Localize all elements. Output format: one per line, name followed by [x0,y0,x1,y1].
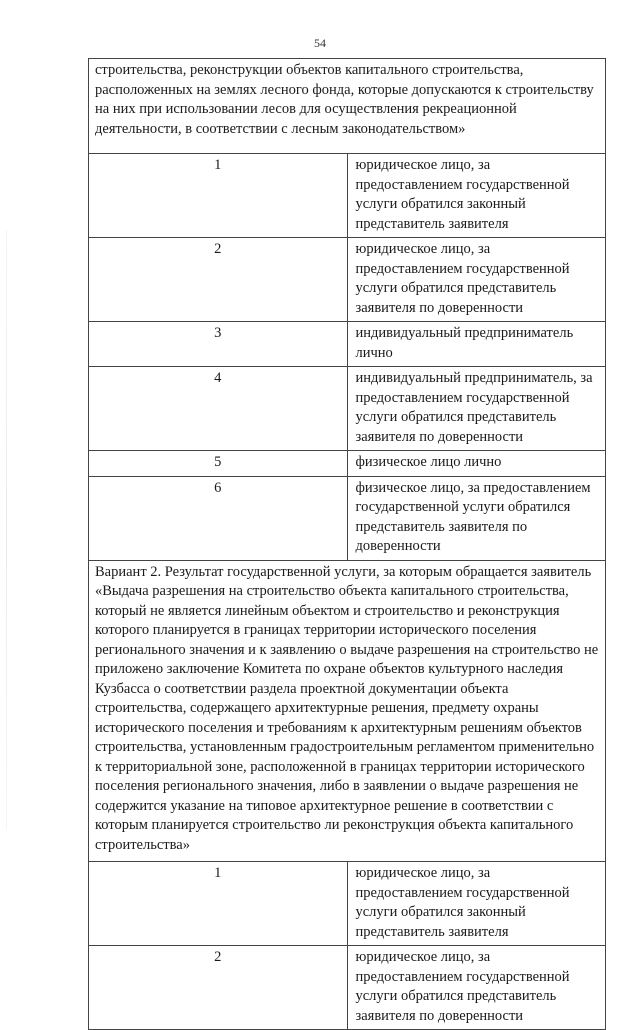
row-description: юридическое лицо, за предоставлением государственной услуги обратился представитель заявителя по доверенности [347,238,606,322]
row-description: юридическое лицо, за предоставлением государственной услуги обратился законный представитель заявителя [347,862,606,946]
table-row-intro [89,59,606,154]
row-description: индивидуальный предприниматель, за предоставлением государственной услуги обратился представитель заявителя по доверенности [347,367,606,451]
scan-edge-mark [6,230,7,830]
row-number: 3 [89,322,348,367]
table-row [89,367,606,451]
row-description: юридическое лицо, за предоставлением государственной услуги обратился представитель заявителя по доверенности [347,946,606,1030]
table-row [89,451,606,477]
table-row [89,154,606,238]
row-number: 1 [89,154,348,238]
document-table [88,58,606,1030]
row-number: 1 [89,862,348,946]
intro-text-cell: строительства, реконструкции объектов капитального строительства, расположенных на землях лесного фонда, которые допускаются к строительству на них при использовании лесов для осуществления рекреационной деятельности, в соответствии с лесным законодательством» [89,59,606,154]
table-row [89,238,606,322]
variant-2-text-cell: Вариант 2. Результат государственной услуги, за которым обращается заявитель «Выдача разрешения на строительство объекта капитального строительства, который не является линейным объектом и строительство и реконструкция которого планируется в границах территории исторического поселения регионального значения и к заявлению о выдаче разрешения на строительство не приложено заключение Комитета по охране объектов культурного наследия Кузбасса о соответствии раздела проектной документации объекта строительства, содержащего архитектурные решения, предмету охраны исторического поселения и требованиям к архитектурным решениям объектов строительства, установленным градостроительным регламентом применительно к территориальной зоне, расположенной в границах территории исторического поселения регионального значения, либо в заявлении о выдаче разрешения не содержится указание на типовое архитектурное решение в соответствии с которым планируется строительство ли реконструкция объекта капитального строительства» [89,560,606,862]
table-row [89,476,606,560]
table-row [89,946,606,1030]
row-description: физическое лицо лично [347,451,606,477]
row-description: физическое лицо, за предоставлением государственной услуги обратился представитель заявителя по доверенности [347,476,606,560]
page-number: 54 [314,36,326,50]
table-row [89,322,606,367]
table-row [89,862,606,946]
table-row-variant-2 [89,560,606,862]
row-number: 2 [89,238,348,322]
row-number: 5 [89,451,348,477]
row-number: 4 [89,367,348,451]
row-description: юридическое лицо, за предоставлением государственной услуги обратился законный представитель заявителя [347,154,606,238]
row-description: индивидуальный предприниматель лично [347,322,606,367]
row-number: 6 [89,476,348,560]
row-number: 2 [89,946,348,1030]
